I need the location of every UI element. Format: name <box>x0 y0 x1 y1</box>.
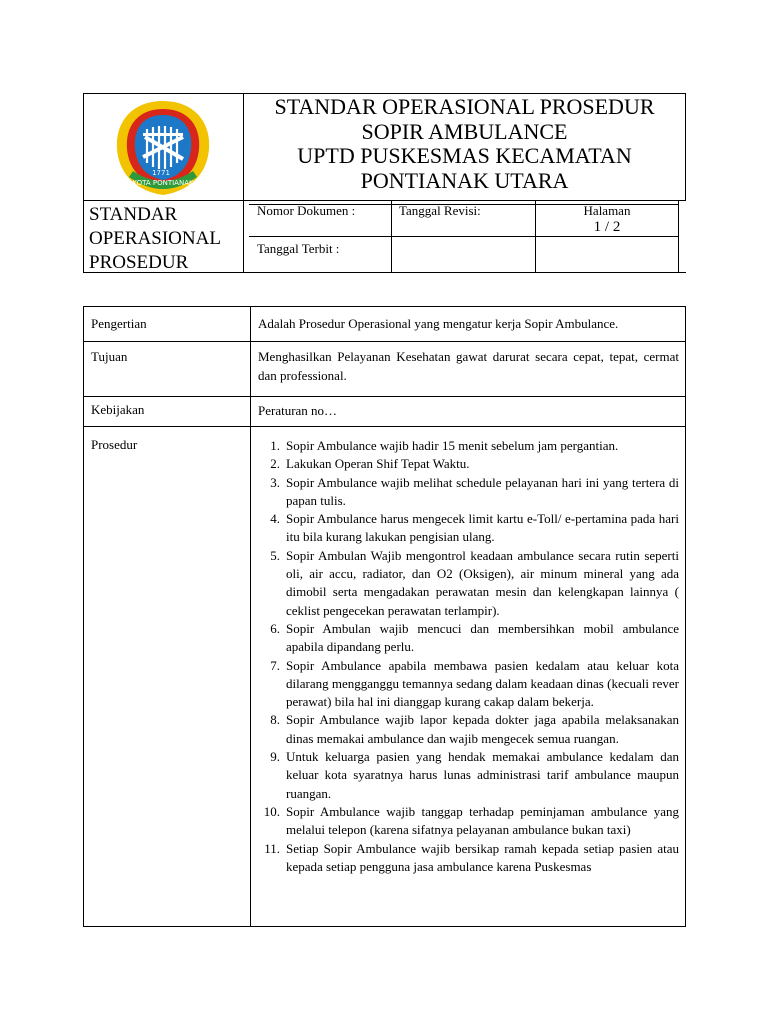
kota-pontianak-logo <box>103 97 223 197</box>
pengertian-text: Adalah Prosedur Operasional yang mengatur kerja Sopir Ambulance. <box>258 316 619 331</box>
header-mid-border <box>83 200 686 201</box>
step-number: 7. <box>270 657 280 673</box>
step-text: Sopir Ambulan Wajib mengontrol keadaan ambulance secara rutin seperti oli, air accu, radiator, dan O2 (Oksigen), air minum mineral yang ada dimobil serta mengadakan perawatan mesin dan kelengkapan lainnya ( ceklist pengecekan perawatan terlampir). <box>286 547 679 618</box>
title-line-1: STANDAR OPERASIONAL PROSEDUR <box>274 94 655 119</box>
halaman-value: 1 / 2 <box>593 219 621 235</box>
prosedur-step <box>258 455 679 473</box>
row-divider-2 <box>84 396 685 397</box>
step-text: Sopir Ambulance wajib melihat schedule pelayanan hari ini yang tertera di papan tulis. <box>286 474 679 508</box>
halaman-label: Halaman <box>583 203 631 218</box>
sop-content-table <box>83 306 686 927</box>
step-text: Setiap Sopir Ambulance wajib bersikap ramah kepada setiap pasien atau kepada setiap pengguna jasa ambulance karena Puskesmas <box>286 840 679 874</box>
step-number: 5. <box>270 547 280 563</box>
prosedur-step <box>258 547 679 620</box>
row-divider-1 <box>84 341 685 342</box>
meta-mid-line <box>249 236 679 237</box>
step-text: Sopir Ambulan wajib mencuci dan membersihkan mobil ambulance apabila dipandang perlu. <box>286 620 679 655</box>
step-text: Untuk keluarga pasien yang hendak memakai ambulance kedalam dan keluar kota syaratnya harus lunas administrasi tarif ambulance maupun ruangan. <box>286 749 679 801</box>
prosedur-label: Prosedur <box>91 437 138 452</box>
row-divider-3 <box>84 426 685 427</box>
prosedur-step <box>258 510 679 547</box>
prosedur-step <box>258 437 679 455</box>
tujuan-label: Tujuan <box>91 349 128 364</box>
pengertian-label: Pengertian <box>91 316 147 331</box>
kebijakan-text: Peraturan no… <box>258 403 338 418</box>
title-line-3: UPTD PUSKESMAS KECAMATAN <box>297 143 632 168</box>
logo-year: 1771 <box>152 169 170 177</box>
step-number: 11. <box>264 840 280 856</box>
prosedur-step <box>258 474 679 511</box>
step-number: 6. <box>270 620 280 636</box>
title-line-4: PONTIANAK UTARA <box>360 167 569 193</box>
tujuan-text: Menghasilkan Pelayanan Kesehatan gawat darurat secara cepat, tepat, cermat dan professional. <box>258 349 679 383</box>
sop-label <box>89 203 239 275</box>
prosedur-step <box>258 657 679 712</box>
prosedur-step <box>258 748 679 803</box>
prosedur-step <box>258 840 679 877</box>
sop-label-line-1: STANDAR <box>89 204 178 225</box>
sop-label-line-2: OPERASIONAL <box>89 228 221 249</box>
step-text: Sopir Ambulance wajib hadir 15 menit sebelum jam pergantian. <box>286 438 619 453</box>
header-left-border <box>83 93 84 273</box>
prosedur-step <box>258 711 679 748</box>
prosedur-step <box>258 803 679 840</box>
prosedur-steps <box>258 437 679 876</box>
logo-text: KOTA PONTIANAK <box>132 179 194 187</box>
step-number: 9. <box>270 749 280 765</box>
sop-label-line-3: PROSEDUR <box>89 252 189 273</box>
title-line-2: SOPIR AMBULANCE <box>361 118 568 144</box>
step-text: Sopir Ambulance harus mengecek limit kartu e-Toll/ e-pertamina pada hari itu bila kurang lakukan pengisian ulang. <box>286 511 679 545</box>
step-text: Sopir Ambulance wajib lapor kepada dokter jaga apabila melaksanakan dinas memakai ambulance dan wajib mengecek semua ruangan. <box>286 712 679 746</box>
table-column-divider <box>250 307 251 926</box>
step-number: 3. <box>270 474 280 490</box>
meta-col-line-3 <box>678 200 679 273</box>
prosedur-step <box>258 620 679 657</box>
step-number: 10. <box>263 803 280 819</box>
kebijakan-label: Kebijakan <box>91 402 145 417</box>
step-number: 2. <box>270 456 280 472</box>
document-title <box>243 95 686 197</box>
step-number: 8. <box>270 712 280 728</box>
tanggal-revisi-label: Tanggal Revisi: <box>399 203 481 218</box>
step-number: 1. <box>270 438 280 453</box>
step-number: 4. <box>270 511 280 527</box>
document-header <box>83 93 686 273</box>
step-text: Sopir Ambulance apabila membawa pasien kedalam atau keluar kota dilarang mengganggu temannya sedang dalam keadaan dinas (kecuali rever perawat) bila hal ini dianggap kurang cakap dalam bekerja. <box>286 657 679 710</box>
meta-col-line-1 <box>391 200 392 273</box>
step-text: Sopir Ambulance wajib tanggap terhadap peminjaman ambulance yang melalui telepon (karena sifatnya pelayanan ambulance bukan taxi) <box>286 803 679 838</box>
step-text: Lakukan Operan Shif Tepat Waktu. <box>286 456 470 472</box>
nomor-dokumen-label: Nomor Dokumen : <box>257 203 356 218</box>
tanggal-terbit-label: Tanggal Terbit : <box>257 241 340 256</box>
